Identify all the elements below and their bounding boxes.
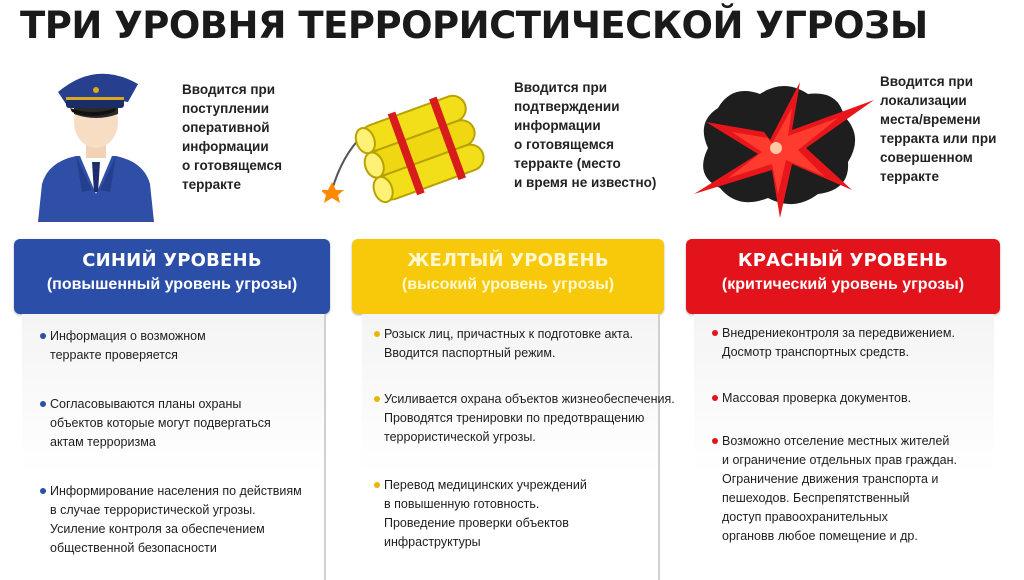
bullet-icon bbox=[712, 330, 718, 336]
level-name: СИНИЙ УРОВЕНЬ bbox=[82, 250, 262, 271]
list-item: Информирование населения по действиям в случае террористической угрозы. Усиление контроля за обеспечением общественной безопасности bbox=[50, 482, 302, 558]
bullet-icon bbox=[374, 482, 380, 488]
bullet-icon bbox=[40, 333, 46, 339]
list-item: Усиливается охрана объектов жизнеобеспечения. Проводятся тренировки по предотвращению террористической угрозы. bbox=[384, 390, 675, 447]
bullet-icon bbox=[40, 488, 46, 494]
level-subtitle: (критический уровень угрозы) bbox=[721, 276, 965, 293]
level-column-red bbox=[680, 0, 1024, 580]
level-name: КРАСНЫЙ УРОВЕНЬ bbox=[737, 250, 949, 271]
level-intro: Вводится при поступлении оперативной информации о готовящемся терракте bbox=[182, 82, 282, 192]
explosion-icon bbox=[688, 78, 878, 218]
list-item: Возможно отселение местных жителей и ограничение отдельных прав граждан. Ограничение движения транспорта и пешеходов. Беспрепятственный доступ правоохранительных органовв любое помещение и др. bbox=[722, 432, 957, 546]
level-column-blue bbox=[0, 0, 340, 580]
bullet-icon bbox=[40, 401, 46, 407]
level-subtitle: (повышенный уровень угрозы) bbox=[46, 276, 298, 293]
list-item: Розыск лиц, причастных к подготовке акта. Вводится паспортный режим. bbox=[384, 325, 633, 363]
level-header-red bbox=[686, 239, 1000, 314]
page-title: ТРИ УРОВНЯ ТЕРРОРИСТИЧЕСКОЙ УГРОЗЫ bbox=[20, 4, 928, 47]
list-item: Внедрениеконтроля за передвижением. Досмотр транспортных средств. bbox=[722, 324, 955, 362]
list-item: Информация о возможном терракте проверяется bbox=[50, 327, 206, 365]
police-officer-icon bbox=[36, 62, 156, 222]
level-subtitle: (высокий уровень угрозы) bbox=[401, 276, 615, 293]
list-item: Перевод медицинских учреждений в повышенную готовность. Проведение проверки объектов инфраструктуры bbox=[384, 476, 587, 552]
level-intro: Вводится при локализации места/времени терракта или при совершенном терракте bbox=[880, 74, 997, 184]
level-name: ЖЕЛТЫЙ УРОВЕНЬ bbox=[407, 250, 609, 271]
bullet-icon bbox=[374, 331, 380, 337]
bullet-icon bbox=[712, 395, 718, 401]
level-header-blue bbox=[14, 239, 330, 314]
bullet-icon bbox=[712, 438, 718, 444]
list-item: Согласовываются планы охраны объектов которые могут подвергаться актам терроризма bbox=[50, 395, 271, 452]
dynamite-icon bbox=[322, 86, 492, 206]
bullet-icon bbox=[374, 396, 380, 402]
level-header-yellow bbox=[352, 239, 664, 314]
level-intro: Вводится при подтверждении информации о готовящемся терракте (место и время не известно) bbox=[514, 80, 657, 190]
list-item: Массовая проверка документов. bbox=[722, 389, 911, 408]
level-column-yellow bbox=[340, 0, 680, 580]
